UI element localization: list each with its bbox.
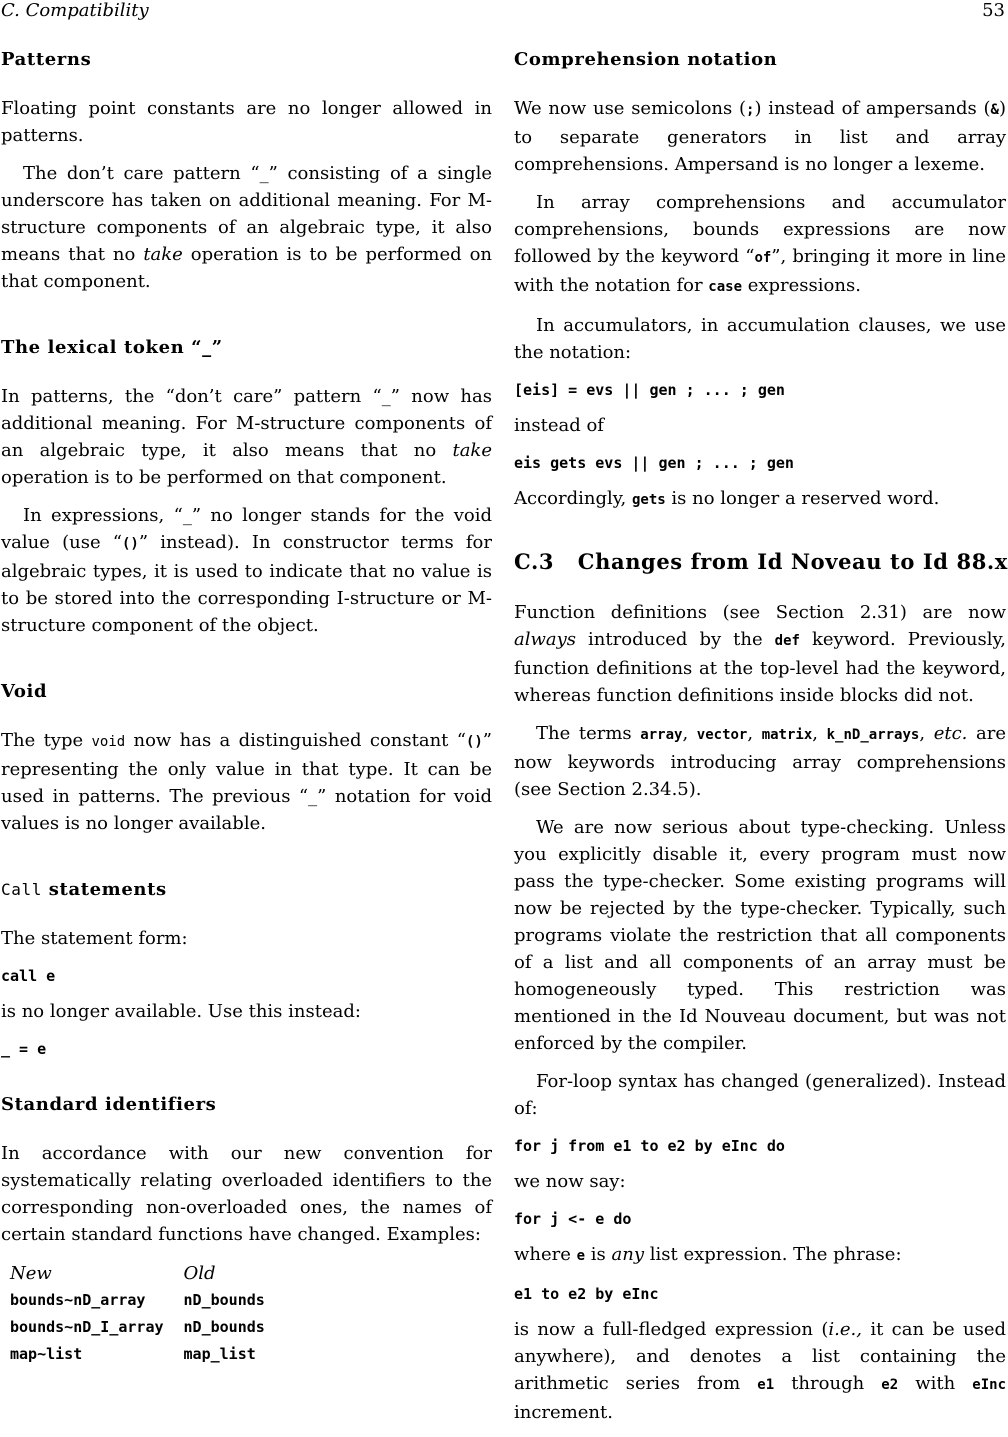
standard-identifiers-heading: Standard identifiers — [1, 1094, 217, 1115]
c3-paragraph-6: where e is any list expression. The phrase: — [514, 1244, 902, 1265]
void-paragraph: The type void now has a distinguished constant “()” representing the only value in that type. It can be used in patterns. The previous “_” notation for void values is no longer available. — [1, 730, 492, 834]
table-row: map~list map_list — [10, 1345, 256, 1363]
for-loop-new-code: for j <- e do — [514, 1210, 632, 1228]
call-statements-heading: Call statements — [1, 879, 167, 900]
comprehension-paragraph-1: We now use semicolons (;) instead of ampersands (&) to separate generators in list and array comprehensions. Ampersand is no longer a lexeme. — [514, 98, 1006, 175]
c3-paragraph-1: Function definitions (see Section 2.31) are now always introduced by the def keyword. Previously, function definitions at the top-level had the keyword, whereas function definitions inside blocks did not. — [514, 602, 1007, 706]
for-loop-old-code: for j from e1 to e2 by eInc do — [514, 1137, 785, 1155]
comprehension-paragraph-5: Accordingly, gets is no longer a reserved word. — [514, 488, 940, 509]
table-header-old: Old — [183, 1262, 216, 1284]
patterns-heading: Patterns — [1, 49, 92, 70]
call-paragraph-1: The statement form: — [1, 928, 188, 949]
section-c3-heading: C.3 Changes from Id Noveau to Id 88.x — [514, 549, 1008, 574]
call-paragraph-2: is no longer available. Use this instead: — [1, 1001, 361, 1022]
call-replacement-code: _ = e — [1, 1040, 47, 1058]
c3-paragraph-3: We are now serious about type-checking. Unless you explicitly disable it, every program must now pass the type-checker. Some existing programs will now be rejected by the type-checker. Typically, such programs violate the restriction that all components of a list and all components of an array must be homogeneously typed. This restriction was mentioned in the Id Nouveau document, but was not enforced by the compiler. — [514, 817, 1006, 1054]
page-number: 53 — [982, 0, 1005, 21]
lexical-paragraph-1: In patterns, the “don’t care” pattern “_” now has additional meaning. For M-structure components of an algebraic type, it also means that no take operation is to be performed on that component. — [1, 386, 492, 488]
c3-paragraph-5: we now say: — [514, 1171, 626, 1192]
comprehension-heading: Comprehension notation — [514, 49, 778, 70]
comprehension-paragraph-2: In array comprehensions and accumulator comprehensions, bounds expressions are now followed by the keyword “of”, bringing it more in line with the notation for case expressions. — [514, 192, 1007, 296]
lexical-paragraph-2: In expressions, “_” no longer stands for the void value (use “()” instead). In constructor terms for algebraic types, it is used to indicate that no value is to be stored into the corresponding I-structure or M-structure component of the object. — [1, 505, 492, 636]
standard-identifiers-paragraph: In accordance with our new convention for systematically relating overloaded identifiers to the corresponding non-overloaded ones, the names of certain standard functions have changed. Examples: — [1, 1143, 492, 1245]
lexical-token-heading: The lexical token “_” — [1, 337, 223, 358]
void-heading: Void — [1, 681, 48, 702]
accumulator-code-old: eis gets evs || gen ; ... ; gen — [514, 454, 794, 472]
comprehension-paragraph-3: In accumulators, in accumulation clauses, we use the notation: — [514, 315, 1006, 363]
table-header-new: New — [10, 1262, 52, 1284]
patterns-paragraph-2: The don’t care pattern “_” consisting of a single underscore has taken on additional meaning. For M-structure components of an algebraic type, it also means that no take operation is to be performed on that component. — [1, 163, 492, 292]
comprehension-paragraph-4: instead of — [514, 415, 604, 436]
accumulator-code-new: [eis] = evs || gen ; ... ; gen — [514, 381, 785, 399]
c3-paragraph-7: is now a full-fledged expression (i.e., it can be used anywhere), and denotes a list containing the arithmetic series from e1 through e2 with eInc increment. — [514, 1319, 1007, 1423]
patterns-paragraph-1: Floating point constants are no longer allowed in patterns. — [1, 98, 492, 146]
table-row: bounds~nD_I_array nD_bounds — [10, 1318, 265, 1336]
series-expression-code: e1 to e2 by eInc — [514, 1285, 659, 1303]
c3-paragraph-4: For-loop syntax has changed (generalized). Instead of: — [514, 1071, 1006, 1119]
call-code-example: call e — [1, 967, 56, 985]
left-column — [1, 44, 492, 1368]
table-row: bounds~nD_array nD_bounds — [10, 1291, 265, 1309]
section-header: C. Compatibility — [1, 0, 149, 21]
right-column — [514, 44, 1006, 1437]
c3-paragraph-2: The terms array, vector, matrix, k_nD_arrays, etc. are now keywords introducing array comprehensions (see Section 2.34.5). — [514, 723, 1006, 800]
identifier-rename-table — [10, 1259, 285, 1368]
running-head — [0, 0, 1007, 24]
